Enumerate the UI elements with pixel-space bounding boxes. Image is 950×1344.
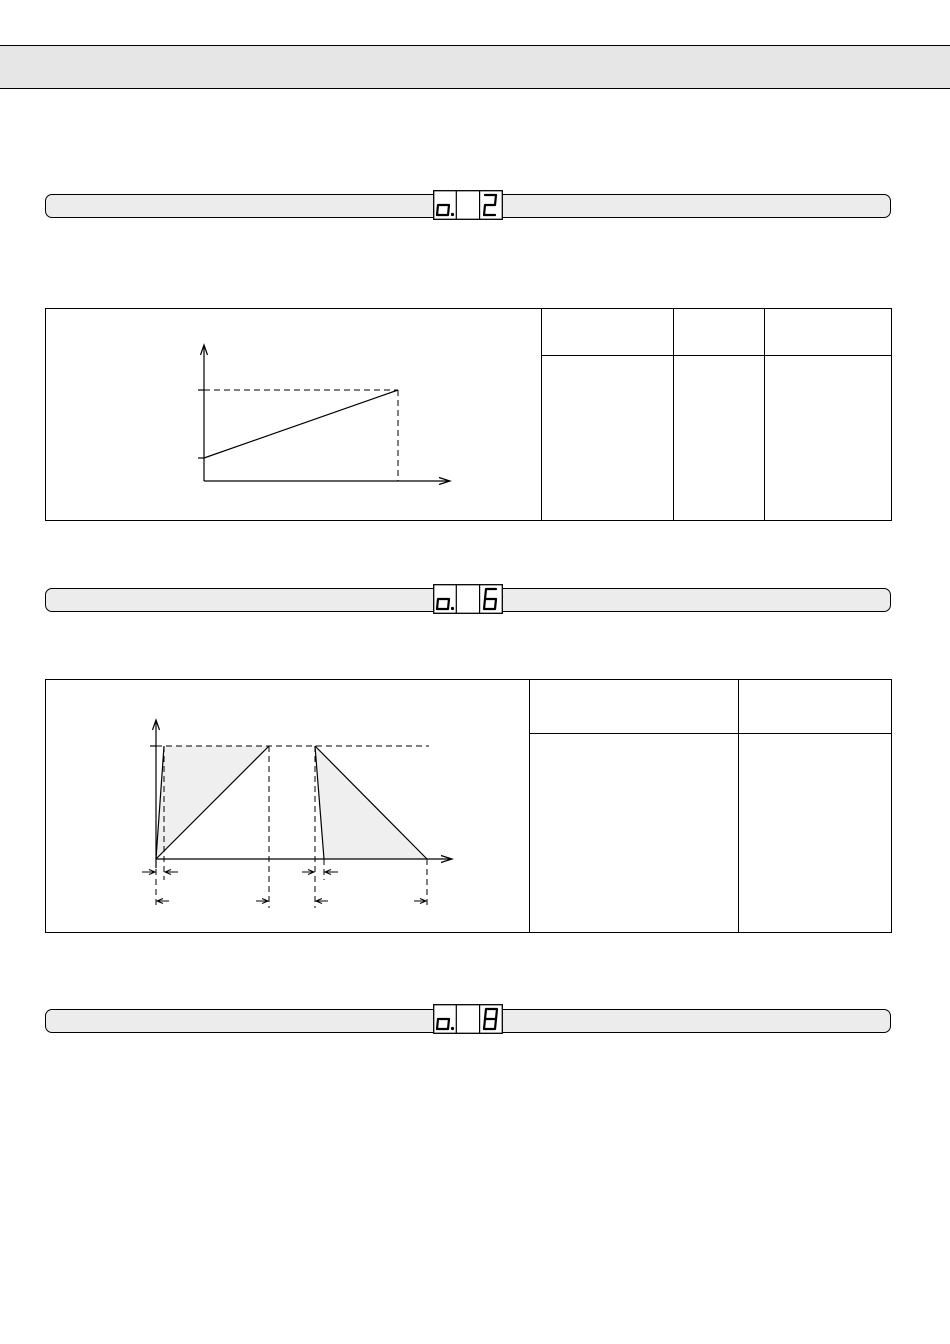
seg-display-o8 (433, 1004, 503, 1034)
o2-table-header-rule (541, 355, 891, 356)
seg-display-o2 (433, 190, 503, 220)
o6-table-divider-2 (738, 680, 739, 932)
o6-table-divider-1 (529, 680, 530, 932)
o6-graph-table-panel (45, 679, 892, 933)
o6-short-accel-time-marker (142, 870, 178, 875)
o2-table-divider-3 (764, 309, 765, 520)
seg-display-o6 (433, 584, 503, 614)
o2-output-line (204, 390, 398, 458)
o2-linear-graph (46, 309, 543, 520)
o6-decel-time-marker (316, 899, 426, 904)
o2-graph-table-panel (45, 308, 892, 521)
o6-short-decel-time-marker (302, 870, 338, 875)
o2-table-divider-2 (673, 309, 674, 520)
o2-table-divider-1 (541, 309, 542, 520)
o6-accel-time-marker (157, 899, 268, 904)
o6-table-header-rule (529, 733, 891, 734)
o6-accel-decel-graph (46, 680, 531, 932)
page-header-band (0, 45, 950, 89)
